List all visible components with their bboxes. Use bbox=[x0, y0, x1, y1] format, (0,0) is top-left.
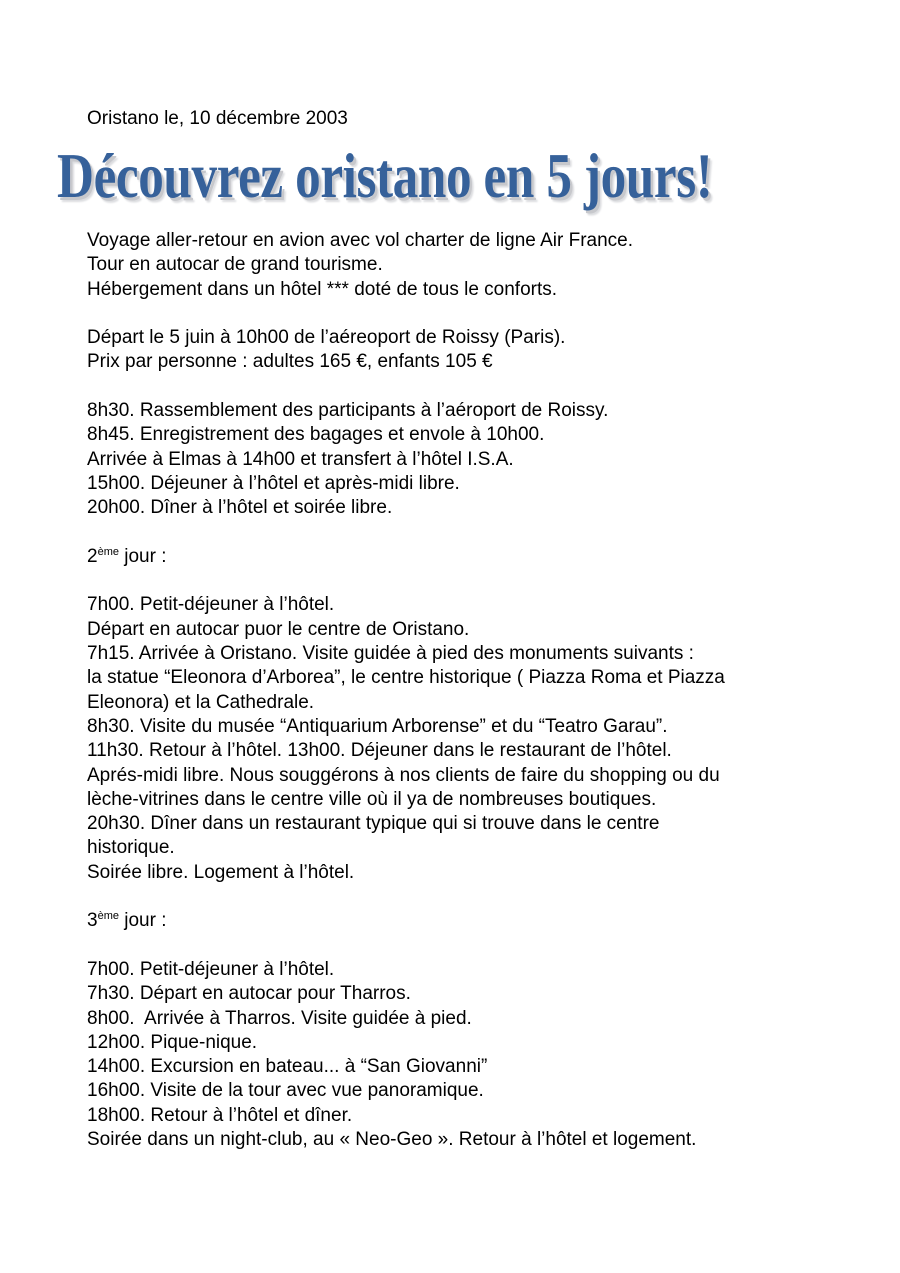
day3-line: 12h00. Pique-nique. bbox=[87, 1031, 258, 1053]
day3-heading bbox=[87, 909, 827, 933]
day2-line: Eleonora) et la Cathedrale. bbox=[87, 691, 315, 713]
day1-section bbox=[87, 399, 827, 520]
day3-section bbox=[87, 958, 827, 1152]
day3-line: Soirée dans un night-club, au « Neo-Geo ». Retour à l’hôtel et logement. bbox=[87, 1128, 697, 1150]
day3-line: 16h00. Visite de la tour avec vue panoramique. bbox=[87, 1080, 484, 1102]
day2-heading-label: jour : bbox=[118, 545, 167, 567]
departure-line: Départ le 5 juin à 10h00 de l’aéreoport de Roissy (Paris). bbox=[87, 327, 566, 349]
paragraph-spacer bbox=[87, 569, 827, 593]
day3-line: 14h00. Excursion en bateau... à “San Giovanni” bbox=[87, 1056, 488, 1078]
day3-heading-ordinal: ème bbox=[97, 910, 119, 923]
day1-line: 8h30. Rassemblement des participants à l’aéroport de Roissy. bbox=[87, 400, 609, 422]
day2-line: Aprés-midi libre. Nous souggérons à nos clients de faire du shopping ou du bbox=[87, 764, 720, 786]
intro-line: Tour en autocar de grand tourisme. bbox=[87, 254, 383, 276]
day1-line: 15h00. Déjeuner à l’hôtel et après-midi libre. bbox=[87, 472, 460, 494]
day3-line: 8h00. Arrivée à Tharros. Visite guidée à pied. bbox=[87, 1007, 472, 1029]
day2-line: Soirée libre. Logement à l’hôtel. bbox=[87, 861, 355, 883]
day2-heading-ordinal: ème bbox=[97, 545, 119, 558]
day1-line: 20h00. Dîner à l’hôtel et soirée libre. bbox=[87, 497, 393, 519]
page-title: Découvrez oristano en 5 jours! bbox=[57, 140, 713, 211]
day2-line: lèche-vitrines dans le centre ville où il ya de nombreuses boutiques. bbox=[87, 788, 657, 810]
day1-line: Arrivée à Elmas à 14h00 et transfert à l’hôtel I.S.A. bbox=[87, 448, 514, 470]
day2-heading bbox=[87, 545, 827, 569]
itinerary-body bbox=[87, 229, 827, 1152]
paragraph-spacer bbox=[87, 375, 827, 399]
paragraph-spacer bbox=[87, 934, 827, 958]
day2-line: 7h15. Arrivée à Oristano. Visite guidée à pied des monuments suivants : bbox=[87, 643, 694, 665]
intro-section bbox=[87, 229, 827, 302]
day3-line: 7h00. Petit-déjeuner à l’hôtel. bbox=[87, 958, 335, 980]
paragraph-spacer bbox=[87, 302, 827, 326]
day3-heading-label: jour : bbox=[118, 910, 167, 932]
price-line: Prix par personne : adultes 165 €, enfants 105 € bbox=[87, 351, 493, 373]
day2-line: 11h30. Retour à l’hôtel. 13h00. Déjeuner dans le restaurant de l’hôtel. bbox=[87, 740, 672, 762]
intro-line: Voyage aller-retour en avion avec vol charter de ligne Air France. bbox=[87, 230, 634, 251]
dateline: Oristano le, 10 décembre 2003 bbox=[87, 108, 348, 129]
day2-line: 20h30. Dîner dans un restaurant typique qui si trouve dans le centre bbox=[87, 813, 660, 835]
day2-line: la statue “Eleonora d’Arborea”, le centre historique ( Piazza Roma et Piazza bbox=[87, 667, 725, 689]
day2-line: historique. bbox=[87, 837, 175, 859]
day2-line: 8h30. Visite du musée “Antiquarium Arborense” et du “Teatro Garau”. bbox=[87, 715, 668, 737]
day3-line: 18h00. Retour à l’hôtel et dîner. bbox=[87, 1104, 353, 1126]
day3-heading-number: 3 bbox=[87, 910, 98, 932]
intro-line: Hébergement dans un hôtel *** doté de tous le conforts. bbox=[87, 278, 558, 300]
day2-heading-number: 2 bbox=[87, 545, 98, 567]
day2-line: Départ en autocar puor le centre de Oristano. bbox=[87, 618, 470, 640]
paragraph-spacer bbox=[87, 521, 827, 545]
day2-line: 7h00. Petit-déjeuner à l’hôtel. bbox=[87, 594, 335, 616]
day3-line: 7h30. Départ en autocar pour Tharros. bbox=[87, 983, 411, 1005]
day2-section bbox=[87, 593, 827, 885]
day1-line: 8h45. Enregistrement des bagages et envole à 10h00. bbox=[87, 424, 545, 446]
departure-section bbox=[87, 326, 827, 375]
paragraph-spacer bbox=[87, 885, 827, 909]
